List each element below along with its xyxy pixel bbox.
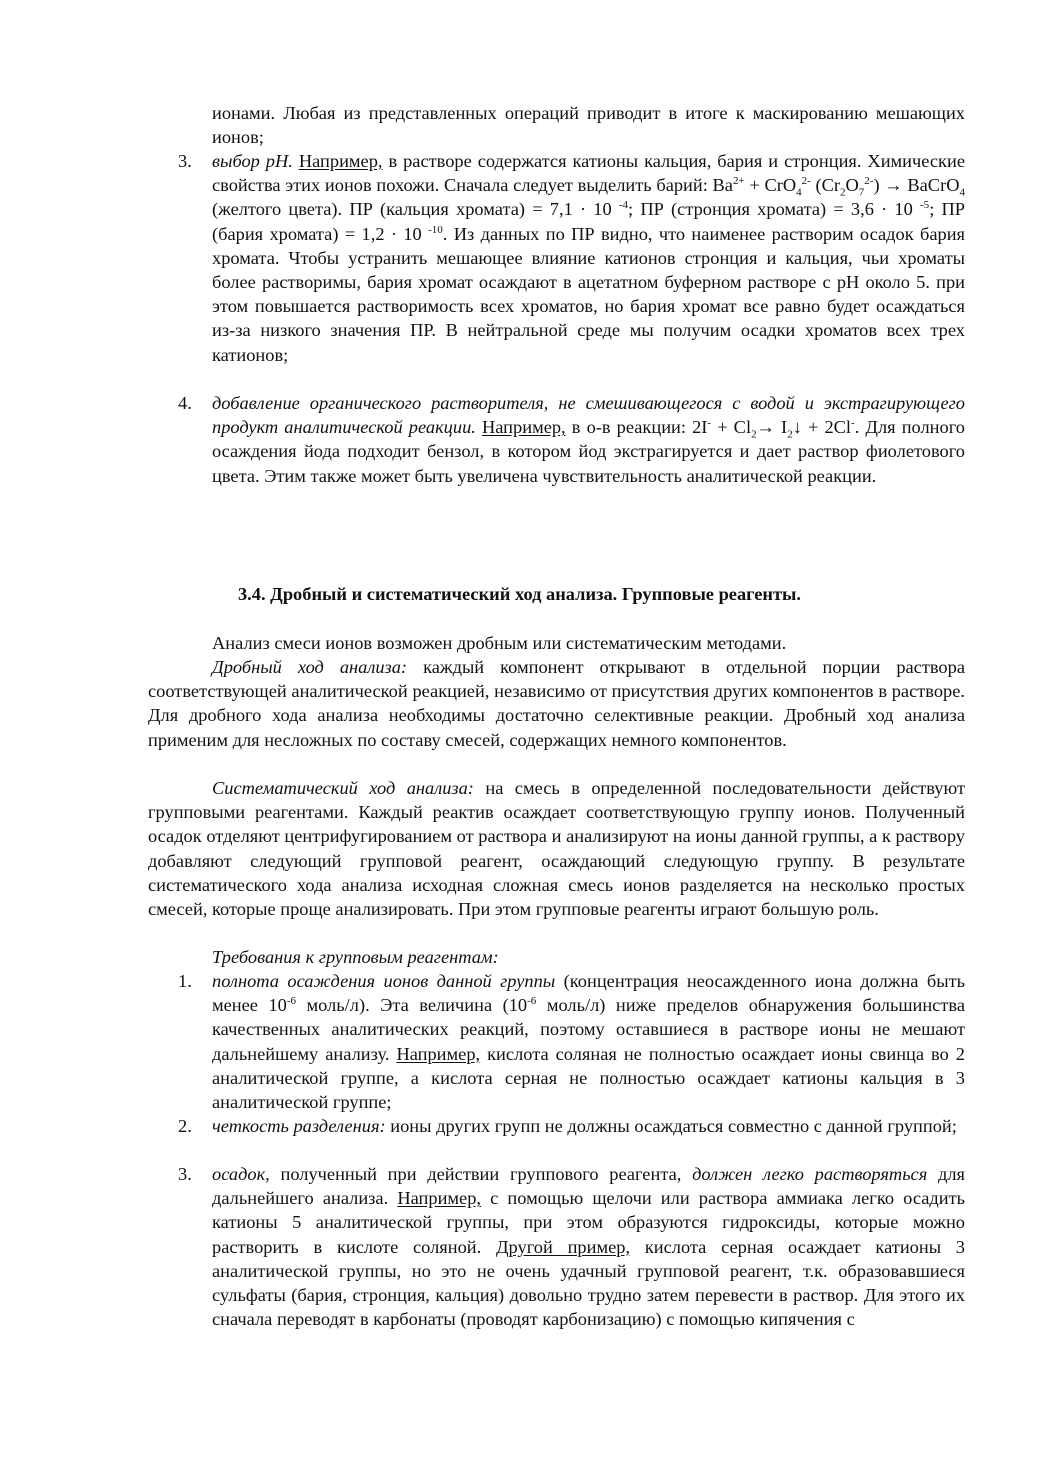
text-run: + Cl (711, 417, 752, 438)
superscript: -10 (428, 223, 443, 236)
superscript: -6 (286, 995, 297, 1008)
item-label: осадок, (212, 1164, 270, 1184)
list-item-text (212, 391, 965, 488)
text-run: + CrO (744, 175, 797, 196)
text-run: (Cr (810, 175, 841, 196)
superscript: -5 (920, 199, 930, 212)
example-label: Например, (298, 151, 383, 171)
superscript: -6 (527, 995, 537, 1008)
superscript: -4 (618, 199, 629, 212)
list-item-text (212, 1114, 965, 1138)
text-run: . Из данных по ПР видно, что наименее растворим осадок бария хромата. Чтобы устранить мешающее влияние катионов стронция и кальция, чьи хроматы более растворимы, бария хромат осаждают в ацетатном буферном растворе с рН около 5. при этом повышается растворимость всех хроматов, но бария хромат все равно будет осаждаться из-за низкого значения ПР. В нейтральной среде мы получим осадки хроматов всех трех катионов; (212, 223, 965, 365)
paragraph-text (148, 776, 965, 921)
text-run: в растворе содержатся катионы кальция, бария и стронция. Химические свойства этих ионов похожи. Сначала следует выделить барий: Ва (212, 151, 965, 196)
superscript: 2- (801, 175, 811, 188)
text-run: → I (756, 417, 788, 438)
item-label: четкость разделения: (212, 1116, 386, 1136)
example-label: Например, (481, 417, 566, 438)
text-run: моль/л). Эта величина (10 (296, 995, 528, 1016)
list-item-text (212, 1162, 965, 1331)
paragraph-text: ионами. Любая из представленных операций приводит в итоге к маскированию мешающих ионов; (212, 103, 965, 148)
text-run: кислота серная осаждает катионы 3 аналитической группы, но это не очень удачный групповой реагент, т.к. образовавшиеся сульфаты (бария, стронция, кальция) довольно трудно затем перевести в раствор. Для этого их сначала переводят в карбонаты (проводят карбонизацию) с помощью кипячения с (212, 1236, 966, 1330)
list-number: 2. (178, 1116, 192, 1136)
text-run: . Для полного осаждения йода подходит бензол, в котором йод экстрагируется и дает раствор фиолетового цвета. Этим также может быть увеличена чувствительность аналитической реакции. (212, 417, 965, 486)
item-label: добавление органического растворителя, не смешивающегося с водой и экстрагирующего продукт аналитической реакции. (212, 393, 965, 438)
text-run: O (845, 175, 859, 196)
fractional-analysis-paragraph (148, 655, 965, 752)
list-number: 3. (178, 151, 192, 171)
text-run: ) → BaCrO (873, 175, 960, 196)
section-heading: 3.4. Дробный и систематический ход анализа. Групповые реагенты. (237, 584, 802, 604)
text-run: ; ПР (бария хромата) = 1,2 · 10 (212, 199, 966, 244)
example-label: Другой пример, (496, 1236, 631, 1257)
subscript: 7 (858, 186, 865, 199)
requirement-1 (178, 969, 966, 1114)
superscript: - (707, 417, 712, 430)
list-item-text (212, 149, 965, 367)
paragraph-text: Анализ смеси ионов возможен дробным или систематическим методами. (212, 633, 787, 653)
superscript: 2- (864, 175, 874, 188)
paragraph-text (148, 945, 965, 969)
text-run: каждый компонент открывают в отдельной порции раствора соответствующей аналитической реакцией, независимо от присутствия других компонентов в растворе. Для дробного хода анализа необходимы достаточно селективные реакции. Дробный ход анализа применим для несложных по составу смесей, содержащих немного компонентов. (148, 657, 965, 750)
requirement-3 (178, 1162, 966, 1331)
text-run: полученный при действии группового реагента (269, 1164, 677, 1184)
text-run: моль/л) ниже пределов обнаружения большинства качественных аналитических реакций, поэтому оставшиеся в растворе ионы не мешают дальнейшему анализу. (212, 995, 965, 1064)
subscript: 2 (751, 428, 757, 441)
superscript: - (851, 417, 855, 430)
subscript: 4 (796, 186, 802, 199)
text-run: на смесь в определенной последовательности действуют групповыми реагентами. Каждый реактив осаждает соответствующую группу ионов. Полученный осадок отделяют центрифугированием от раствора и анализируют на ионы данной группы, а к раствору добавляют следующий групповой реагент, осаждающий следующую группу. В результате систематического хода анализа исходная сложная смесь ионов разделяется на несколько простых смесей, которые проще анализировать. При этом групповые реагенты играют большую роль. (148, 778, 965, 920)
term-label: Требования к групповым реагентам: (212, 947, 499, 967)
example-label: Например, (397, 1188, 482, 1209)
term-label: Дробный ход анализа: (212, 657, 408, 677)
text-run: (концентрация неосажденного иона должна быть менее 10 (212, 971, 965, 1016)
term-label: Систематический ход анализа: (212, 778, 474, 798)
list-item-2-continuation (212, 101, 965, 149)
text-run: ↓ + 2Cl (792, 417, 852, 438)
text-run: в о-в реакции: 2I (565, 417, 708, 438)
list-number: 3. (178, 1164, 192, 1184)
list-number: 1. (178, 971, 192, 991)
subscript: 2 (840, 186, 846, 199)
text-run: ; ПР (стронция хромата) = 3,6 · 10 (628, 199, 921, 220)
text-run: кислота соляная не полностью осаждает ионы свинца во 2 аналитической группе, а кислота серная не полностью осаждает катионы кальция в 3 аналитической группе; (212, 1043, 966, 1113)
superscript: 2+ (732, 175, 745, 188)
text-run: ионы других групп не должны осаждаться совместно с данной группой; (385, 1116, 957, 1136)
list-number: 4. (178, 393, 192, 413)
intro-paragraph (148, 631, 965, 655)
item-label: выбор рН. (212, 151, 293, 171)
systematic-analysis-paragraph (148, 776, 965, 921)
list-item-text (212, 969, 965, 1114)
item-label: полнота осаждения ионов данной группы (212, 971, 556, 991)
item-label: , должен легко растворяться (676, 1164, 928, 1184)
text-run: с помощью щелочи или раствора аммиака легко осадить катионы 5 аналитической группы, при этом образуются гидроксиды, которые можно растворить в кислоте соляной. (212, 1188, 965, 1257)
subscript: 4 (959, 186, 965, 199)
requirements-heading (148, 945, 965, 969)
list-item-3 (178, 149, 966, 367)
list-item-4 (178, 391, 965, 488)
requirement-2 (178, 1114, 965, 1138)
example-label: Например, (396, 1043, 481, 1064)
subscript: 2 (787, 428, 793, 441)
text-run: для дальнейшего анализа. (212, 1164, 965, 1209)
paragraph-text (148, 655, 965, 752)
text-run: (желтого цвета). ПР (кальция хромата) = 7,1 · 10 (212, 199, 619, 220)
